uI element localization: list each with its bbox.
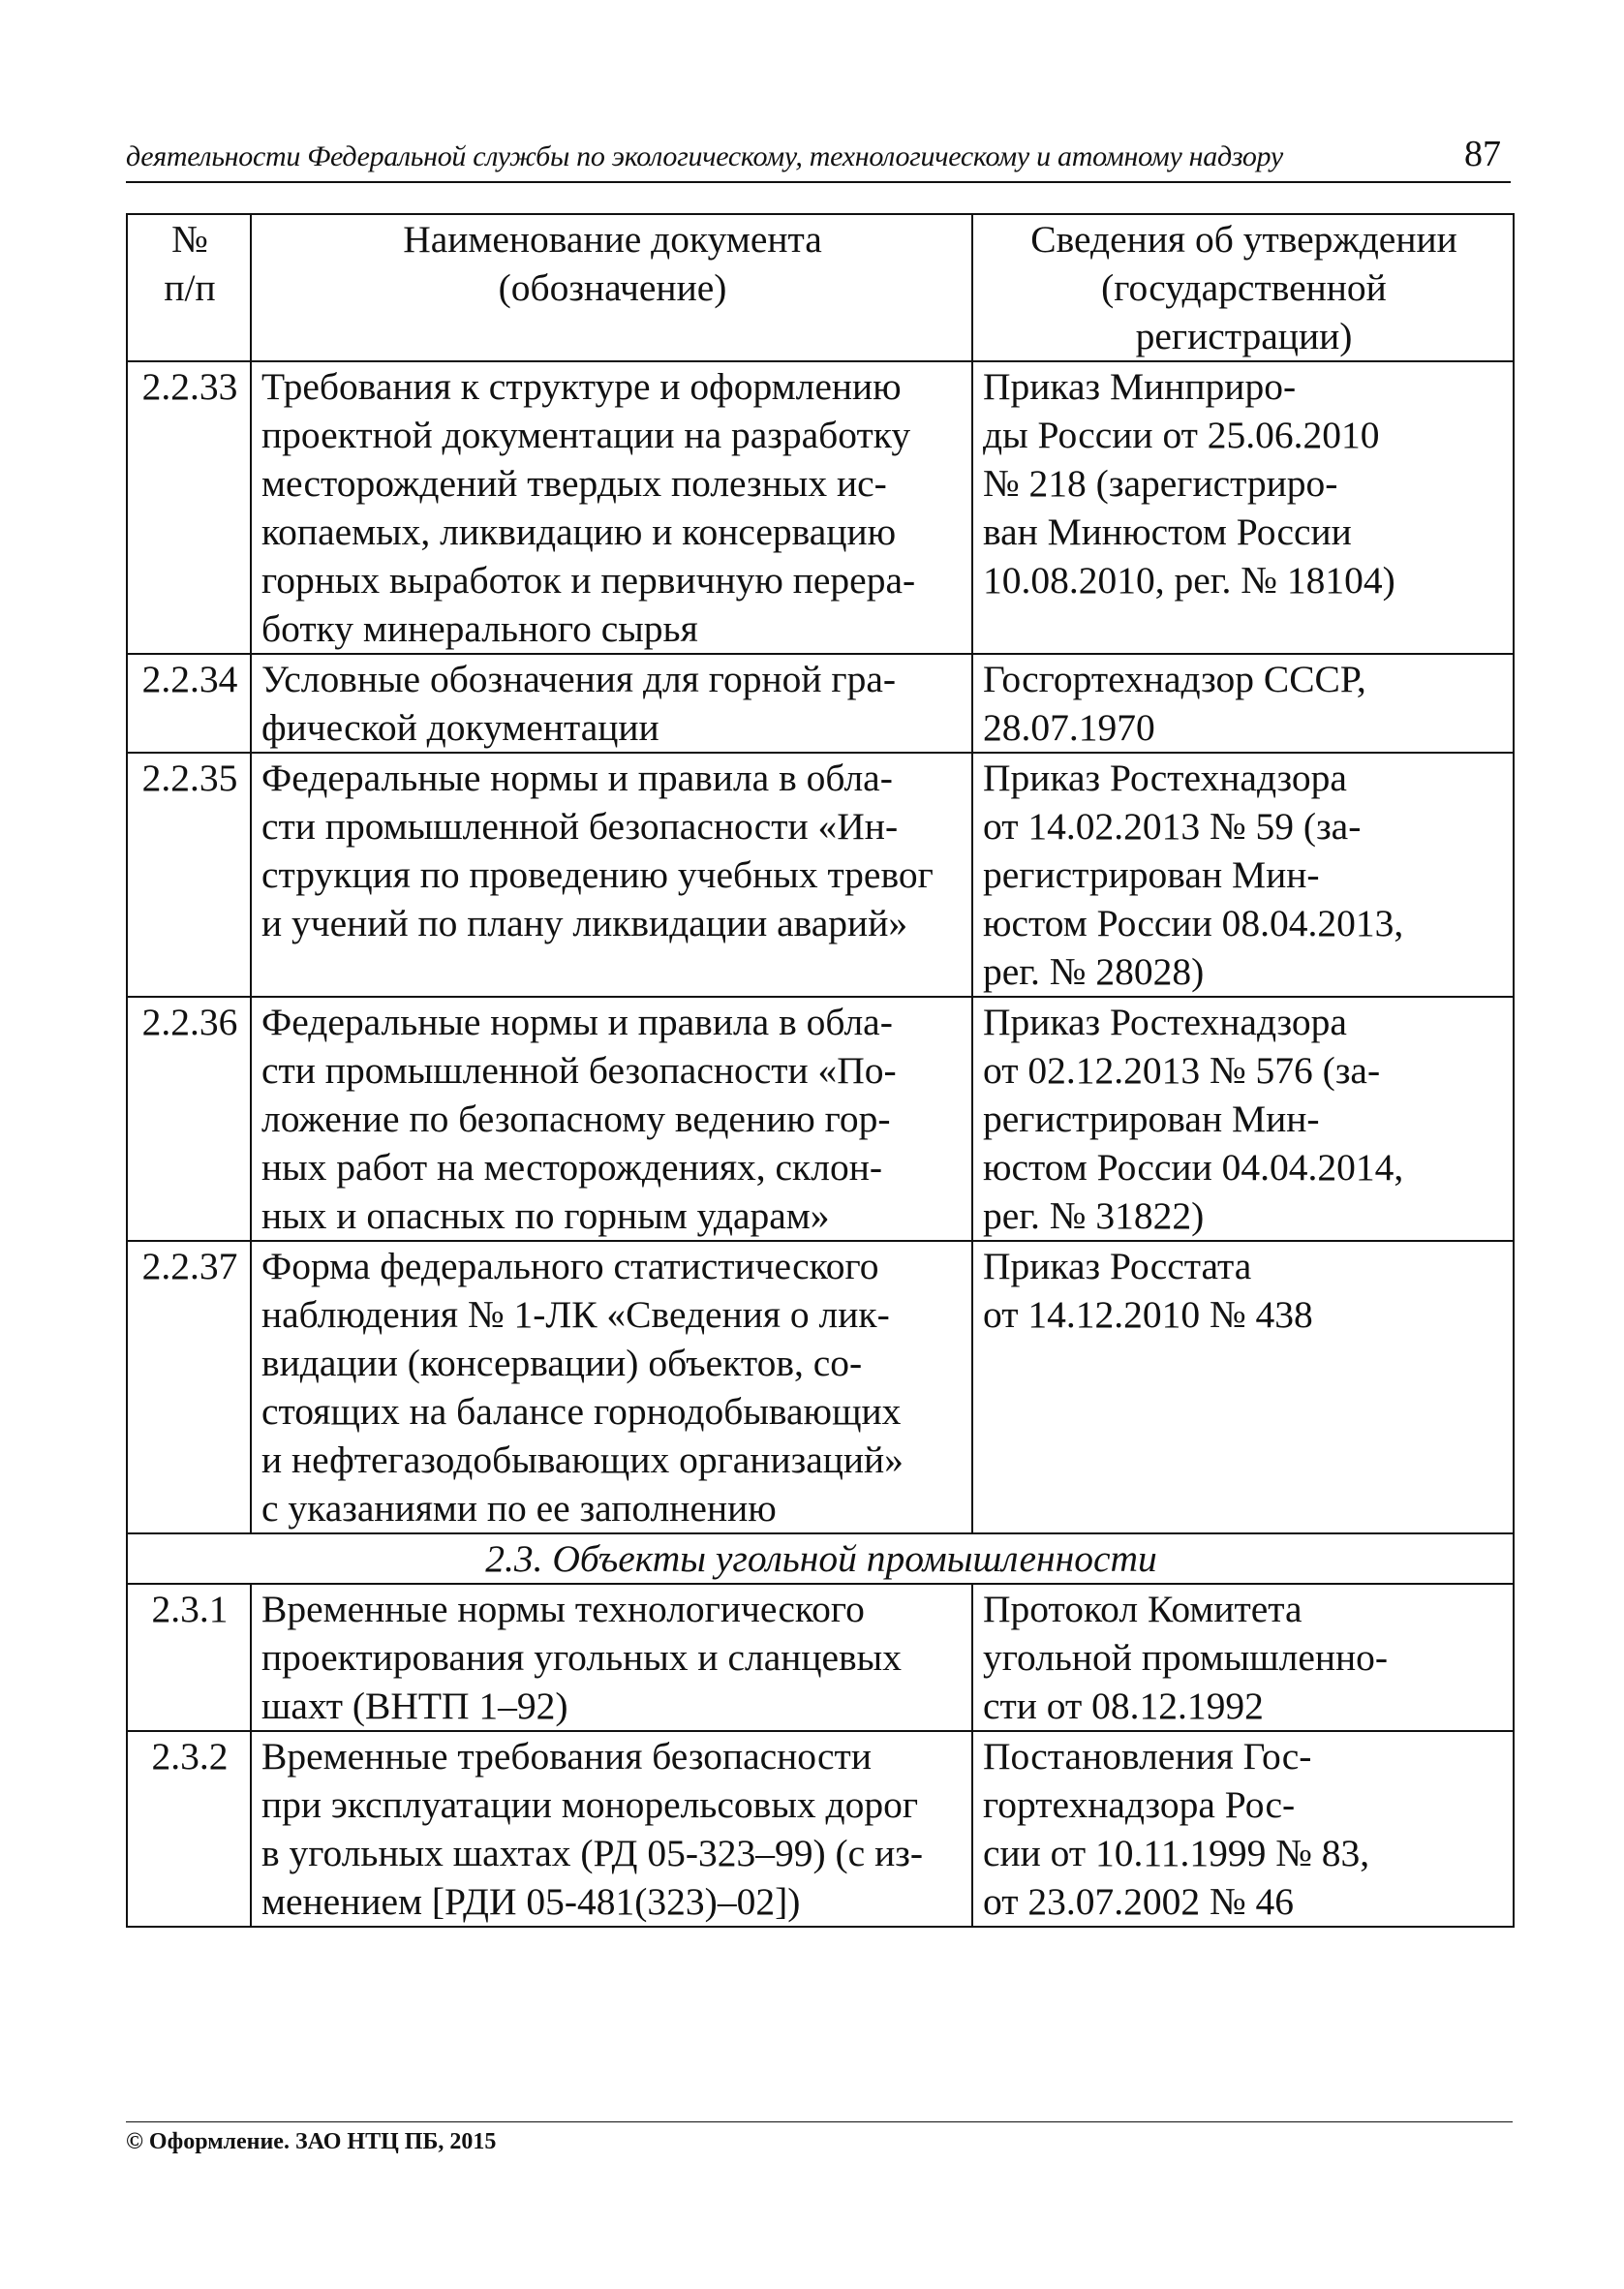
cell-line: с указаниями по ее заполнению bbox=[261, 1487, 777, 1530]
table-row bbox=[127, 361, 1514, 654]
document-name-cell bbox=[251, 654, 972, 753]
cell-line: копаемых, ликвидацию и консервацию bbox=[261, 510, 897, 553]
footer-copyright: © Оформление. ЗАО НТЦ ПБ, 2015 bbox=[126, 2129, 497, 2154]
cell-line: Форма федерального статистического bbox=[261, 1245, 879, 1287]
cell-line: рег. № 31822) bbox=[983, 1194, 1205, 1237]
cell-line: ван Минюстом России bbox=[983, 510, 1352, 553]
column-header-document-name bbox=[251, 214, 972, 361]
row-number: 2.2.34 bbox=[127, 654, 251, 753]
cell-line: рег. № 28028) bbox=[983, 950, 1205, 993]
row-number: 2.2.37 bbox=[127, 1241, 251, 1533]
cell-line: ложение по безопасному ведению гор- bbox=[261, 1098, 891, 1140]
table-header-row bbox=[127, 214, 1514, 361]
cell-line: видации (консервации) объектов, со- bbox=[261, 1342, 863, 1384]
cell-line: 10.08.2010, рег. № 18104) bbox=[983, 559, 1395, 602]
cell-line: юстом России 04.04.2014, bbox=[983, 1146, 1404, 1189]
header-line: (государственной bbox=[1101, 266, 1387, 309]
approval-info-cell bbox=[972, 1731, 1514, 1927]
cell-line: 28.07.1970 bbox=[983, 706, 1155, 749]
cell-line: ных и опасных по горным ударам» bbox=[261, 1194, 830, 1237]
table-row bbox=[127, 997, 1514, 1241]
document-name-cell bbox=[251, 361, 972, 654]
table-row bbox=[127, 654, 1514, 753]
cell-line: Приказ Ростехнадзора bbox=[983, 1001, 1347, 1043]
approval-info-cell bbox=[972, 361, 1514, 654]
table-row bbox=[127, 1584, 1514, 1731]
approval-info-cell bbox=[972, 1584, 1514, 1731]
table-row bbox=[127, 753, 1514, 997]
cell-line: Требования к структуре и оформлению bbox=[261, 365, 902, 408]
cell-line: регистрирован Мин- bbox=[983, 1098, 1320, 1140]
cell-line: проектирования угольных и сланцевых bbox=[261, 1636, 902, 1679]
document-name-cell bbox=[251, 1731, 972, 1927]
cell-line: ды России от 25.06.2010 bbox=[983, 414, 1380, 456]
header-line: п/п bbox=[164, 266, 216, 309]
cell-line: фической документации bbox=[261, 706, 659, 749]
cell-line: Постановления Гос- bbox=[983, 1735, 1312, 1778]
cell-line: стоящих на балансе горнодобывающих bbox=[261, 1390, 902, 1433]
header-line: (обозначение) bbox=[498, 266, 727, 309]
cell-line: Временные нормы технологического bbox=[261, 1588, 865, 1630]
approval-info-cell bbox=[972, 997, 1514, 1241]
cell-line: Временные требования безопасности bbox=[261, 1735, 872, 1778]
cell-line: от 14.02.2013 № 59 (за- bbox=[983, 805, 1362, 848]
cell-line: в угольных шахтах (РД 05-323–99) (с из- bbox=[261, 1832, 923, 1874]
cell-line: сии от 10.11.1999 № 83, bbox=[983, 1832, 1370, 1874]
cell-line: Федеральные нормы и правила в обла- bbox=[261, 757, 893, 799]
cell-line: гортехнадзора Рос- bbox=[983, 1783, 1296, 1826]
row-number: 2.2.33 bbox=[127, 361, 251, 654]
cell-line: от 14.12.2010 № 438 bbox=[983, 1293, 1313, 1336]
table-row bbox=[127, 1731, 1514, 1927]
cell-line: Федеральные нормы и правила в обла- bbox=[261, 1001, 893, 1043]
cell-line: ботку минерального сырья bbox=[261, 607, 698, 650]
cell-line: сти от 08.12.1992 bbox=[983, 1685, 1264, 1727]
cell-line: Приказ Минприро- bbox=[983, 365, 1297, 408]
approval-info-cell bbox=[972, 753, 1514, 997]
cell-line: от 02.12.2013 № 576 (за- bbox=[983, 1049, 1381, 1092]
cell-line: менением [РДИ 05-481(323)–02]) bbox=[261, 1880, 801, 1923]
cell-line: горных выработок и первичную перера- bbox=[261, 559, 916, 602]
header-line: регистрации) bbox=[1135, 315, 1353, 357]
row-number: 2.3.1 bbox=[127, 1584, 251, 1731]
header-line: Сведения об утверждении bbox=[1030, 218, 1457, 261]
page-number: 87 bbox=[1464, 134, 1501, 174]
running-title: деятельности Федеральной службы по экологическому, технологическому и атомному надзору bbox=[126, 140, 1283, 172]
cell-line: струкция по проведению учебных тревог bbox=[261, 853, 934, 896]
cell-line: шахт (ВНТП 1–92) bbox=[261, 1685, 568, 1727]
cell-line: № 218 (зарегистриро- bbox=[983, 462, 1338, 505]
cell-line: ных работ на месторождениях, склон- bbox=[261, 1146, 882, 1189]
cell-line: регистрирован Мин- bbox=[983, 853, 1320, 896]
header-line: № bbox=[171, 218, 208, 261]
cell-line: и нефтегазодобывающих организаций» bbox=[261, 1438, 904, 1481]
cell-line: угольной промышленно- bbox=[983, 1636, 1389, 1679]
cell-line: Протокол Комитета bbox=[983, 1588, 1302, 1630]
document-name-cell bbox=[251, 1584, 972, 1731]
cell-line: наблюдения № 1-ЛК «Сведения о лик- bbox=[261, 1293, 890, 1336]
column-header-approval bbox=[972, 214, 1514, 361]
section-heading-row bbox=[127, 1533, 1514, 1584]
cell-line: Приказ Росстата bbox=[983, 1245, 1252, 1287]
cell-line: месторождений твердых полезных ис- bbox=[261, 462, 887, 505]
running-header bbox=[126, 131, 1511, 183]
cell-line: сти промышленной безопасности «Ин- bbox=[261, 805, 899, 848]
row-number: 2.2.36 bbox=[127, 997, 251, 1241]
cell-line: юстом России 08.04.2013, bbox=[983, 902, 1404, 944]
cell-line: проектной документации на разработку bbox=[261, 414, 911, 456]
footer-divider bbox=[126, 2121, 1513, 2122]
section-title: 2.3. Объекты угольной промышленности bbox=[127, 1533, 1514, 1584]
row-number: 2.2.35 bbox=[127, 753, 251, 997]
cell-line: и учений по плану ликвидации аварий» bbox=[261, 902, 908, 944]
row-number: 2.3.2 bbox=[127, 1731, 251, 1927]
document-name-cell bbox=[251, 753, 972, 997]
document-name-cell bbox=[251, 1241, 972, 1533]
documents-table bbox=[126, 213, 1515, 1928]
approval-info-cell bbox=[972, 1241, 1514, 1533]
table-body bbox=[127, 361, 1514, 1927]
cell-line: Приказ Ростехнадзора bbox=[983, 757, 1347, 799]
approval-info-cell bbox=[972, 654, 1514, 753]
column-header-number bbox=[127, 214, 251, 361]
header-line: Наименование документа bbox=[403, 218, 822, 261]
cell-line: при эксплуатации монорельсовых дорог bbox=[261, 1783, 919, 1826]
table-row bbox=[127, 1241, 1514, 1533]
cell-line: от 23.07.2002 № 46 bbox=[983, 1880, 1295, 1923]
document-name-cell bbox=[251, 997, 972, 1241]
cell-line: Условные обозначения для горной гра- bbox=[261, 658, 897, 700]
cell-line: сти промышленной безопасности «По- bbox=[261, 1049, 897, 1092]
cell-line: Госгортехнадзор СССР, bbox=[983, 658, 1366, 700]
